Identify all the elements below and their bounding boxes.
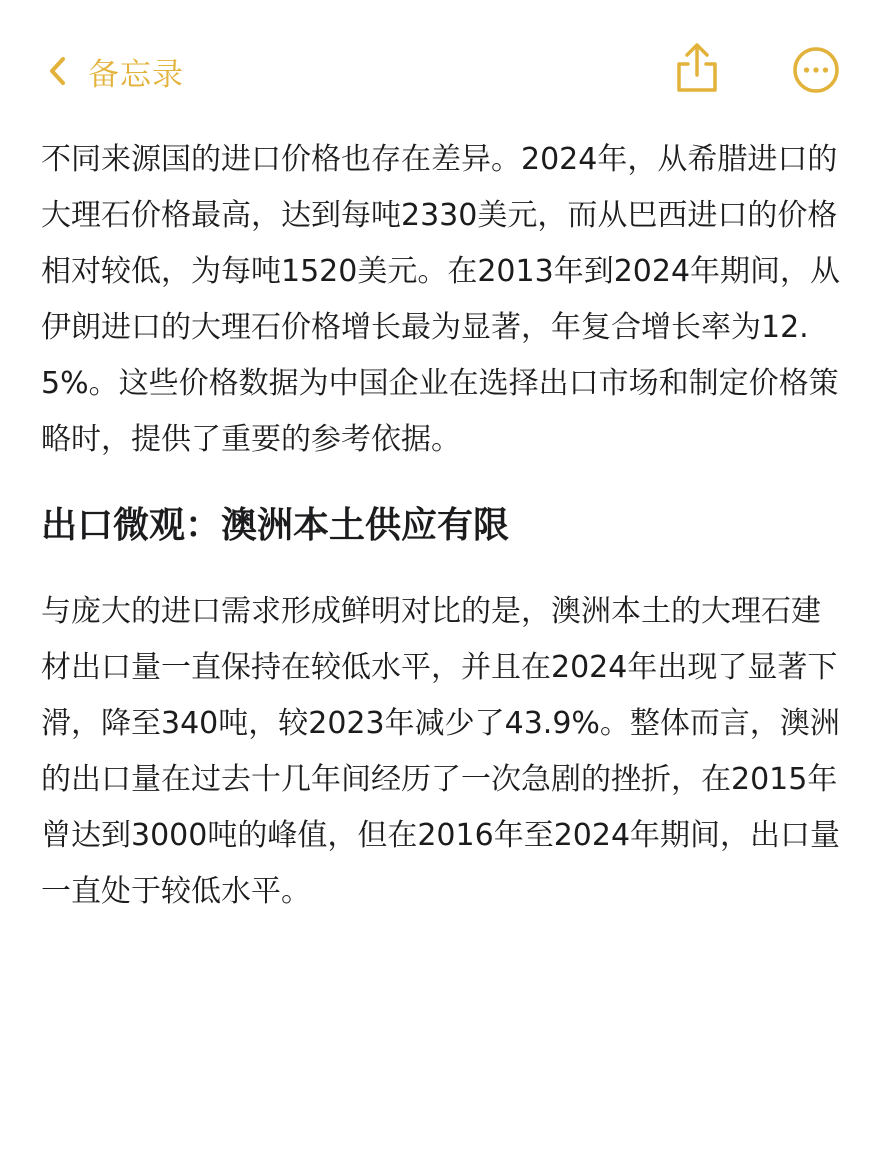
note-body[interactable]	[41, 132, 847, 920]
share-button[interactable]	[674, 42, 720, 94]
note-heading-export: 出口微观：澳洲本土供应有限	[41, 505, 510, 546]
navigation-bar	[0, 0, 880, 130]
back-button-label: 备忘录	[88, 56, 184, 93]
note-paragraph-export: 与庞大的进口需求形成鲜明对比的是，澳洲本土的大理石建材出口量一直保持在较低水平，并且在2024年出现了显著下滑，降至340吨，较2023年减少了43.9%。整体而言，澳洲的出口量在过去十几年间经历了一次急剧的挫折，在2015年曾达到3000吨的峰值，但在2016年至2024年期间，出口量一直处于较低水平。	[41, 594, 841, 909]
note-paragraph-import-prices: 不同来源国的进口价格也存在差异。2024年，从希腊进口的大理石价格最高，达到每吨2330美元，而从巴西进口的价格相对较低，为每吨1520美元。在2013年到2024年期间，从伊朗进口的大理石价格增长最为显著，年复合增长率为12.5%。这些价格数据为中国企业在选择出口市场和制定价格策略时，提供了重要的参考依据。	[41, 142, 841, 457]
chevron-left-icon	[48, 56, 66, 86]
share-icon	[674, 42, 720, 94]
back-button[interactable]	[48, 46, 184, 96]
more-button[interactable]	[792, 46, 840, 94]
more-icon	[792, 46, 840, 94]
